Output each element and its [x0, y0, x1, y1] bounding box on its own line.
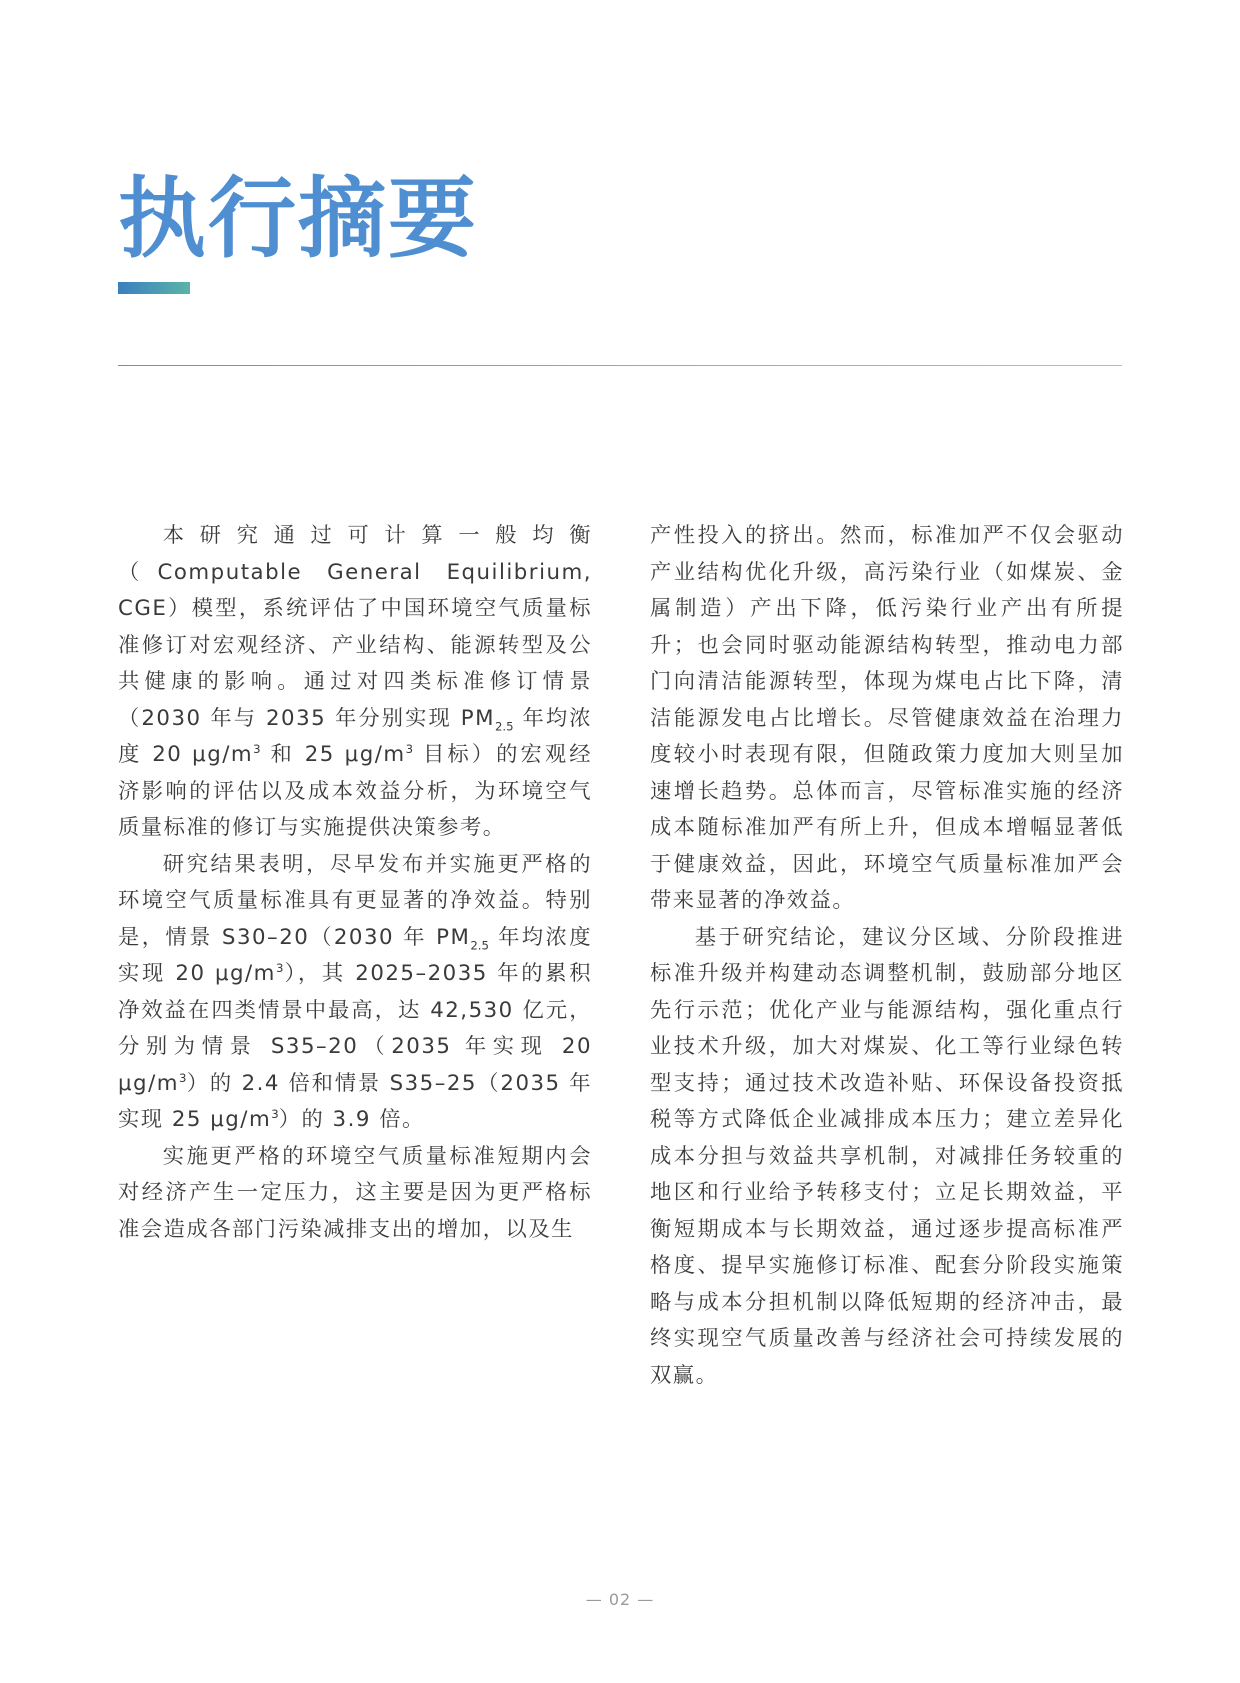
divider-line [118, 365, 1122, 366]
paragraph-4: 基于研究结论，建议分区域、分阶段推进标准升级并构建动态调整机制，鼓励部分地区先行示范；优化产业与能源结构，强化重点行业技术升级，加大对煤炭、化工等行业绿色转型支持；通过技术改造补贴、环保设备投资抵税等方式降低企业减排成本压力；建立差异化成本分担与效益共享机制，对减排任务较重的地区和行业给予转移支付；立足长期效益，平衡短期成本与长期效益，通过逐步提高标准严格度、提早实施修订标准、配套分阶段实施策略与成本分担机制以降低短期的经济冲击，最终实现空气质量改善与经济社会可持续发展的双赢。 [650, 924, 1124, 1388]
paragraph-2: 研究结果表明，尽早发布并实施更严格的环境空气质量标准具有更显著的净效益。特别是，情景 S30–20（2030 年 $PM_{2.5}$ 年均浓度实现 20 $\mu g/m^3$），其 2025–2035 年的累积净效益在四类情景中最高，达 42,530 亿元，分别为情景 S35–20（2035 年实现 20 $\mu g/m^3$）的 2.4 倍和情景 S35–25（2035 年实现 25 $\mu g/m^3$）的 3.9 倍。 [118, 851, 592, 1132]
page-number: — 02 — [585, 1590, 655, 1609]
paragraph-3-continued: 产性投入的挤出。然而，标准加严不仅会驱动产业结构优化升级，高污染行业（如煤炭、金属制造）产出下降，低污染行业产出有所提升；也会同时驱动能源结构转型，推动电力部门向清洁能源转型，体现为煤电占比下降，清洁能源发电占比增长。尽管健康效益在治理力度较小时表现有限，但随政策力度加大则呈加速增长趋势。总体而言，尽管标准实施的经济成本随标准加严有所上升，但成本增幅显著低于健康效益，因此，环境空气质量标准加严会带来显著的净效益。 [650, 523, 1124, 913]
text-column-left [118, 518, 592, 1248]
paragraph-3: 实施更严格的环境空气质量标准短期内会对经济产生一定压力，这主要是因为更严格标准会造成各部门污染减排支出的增加，以及生 [118, 1143, 592, 1242]
page-title: 执行摘要 [118, 166, 479, 270]
title-accent-bar [118, 282, 190, 294]
paragraph-1: 本研究通过可计算一般均衡（Computable General Equilibrium, CGE）模型，系统评估了中国环境空气质量标准修订对宏观经济、产业结构、能源转型及公共健康的影响。通过对四类标准修订情景（2030 年与 2035 年分别实现 $PM_{2.5}$ 年均浓度 20 $\mu g/m^3$ 和 25 $\mu g/m^3$ 目标）的宏观经济影响的评估以及成本效益分析，为环境空气质量标准的修订与实施提供决策参考。 [118, 523, 592, 840]
text-column-right [650, 518, 1124, 1394]
